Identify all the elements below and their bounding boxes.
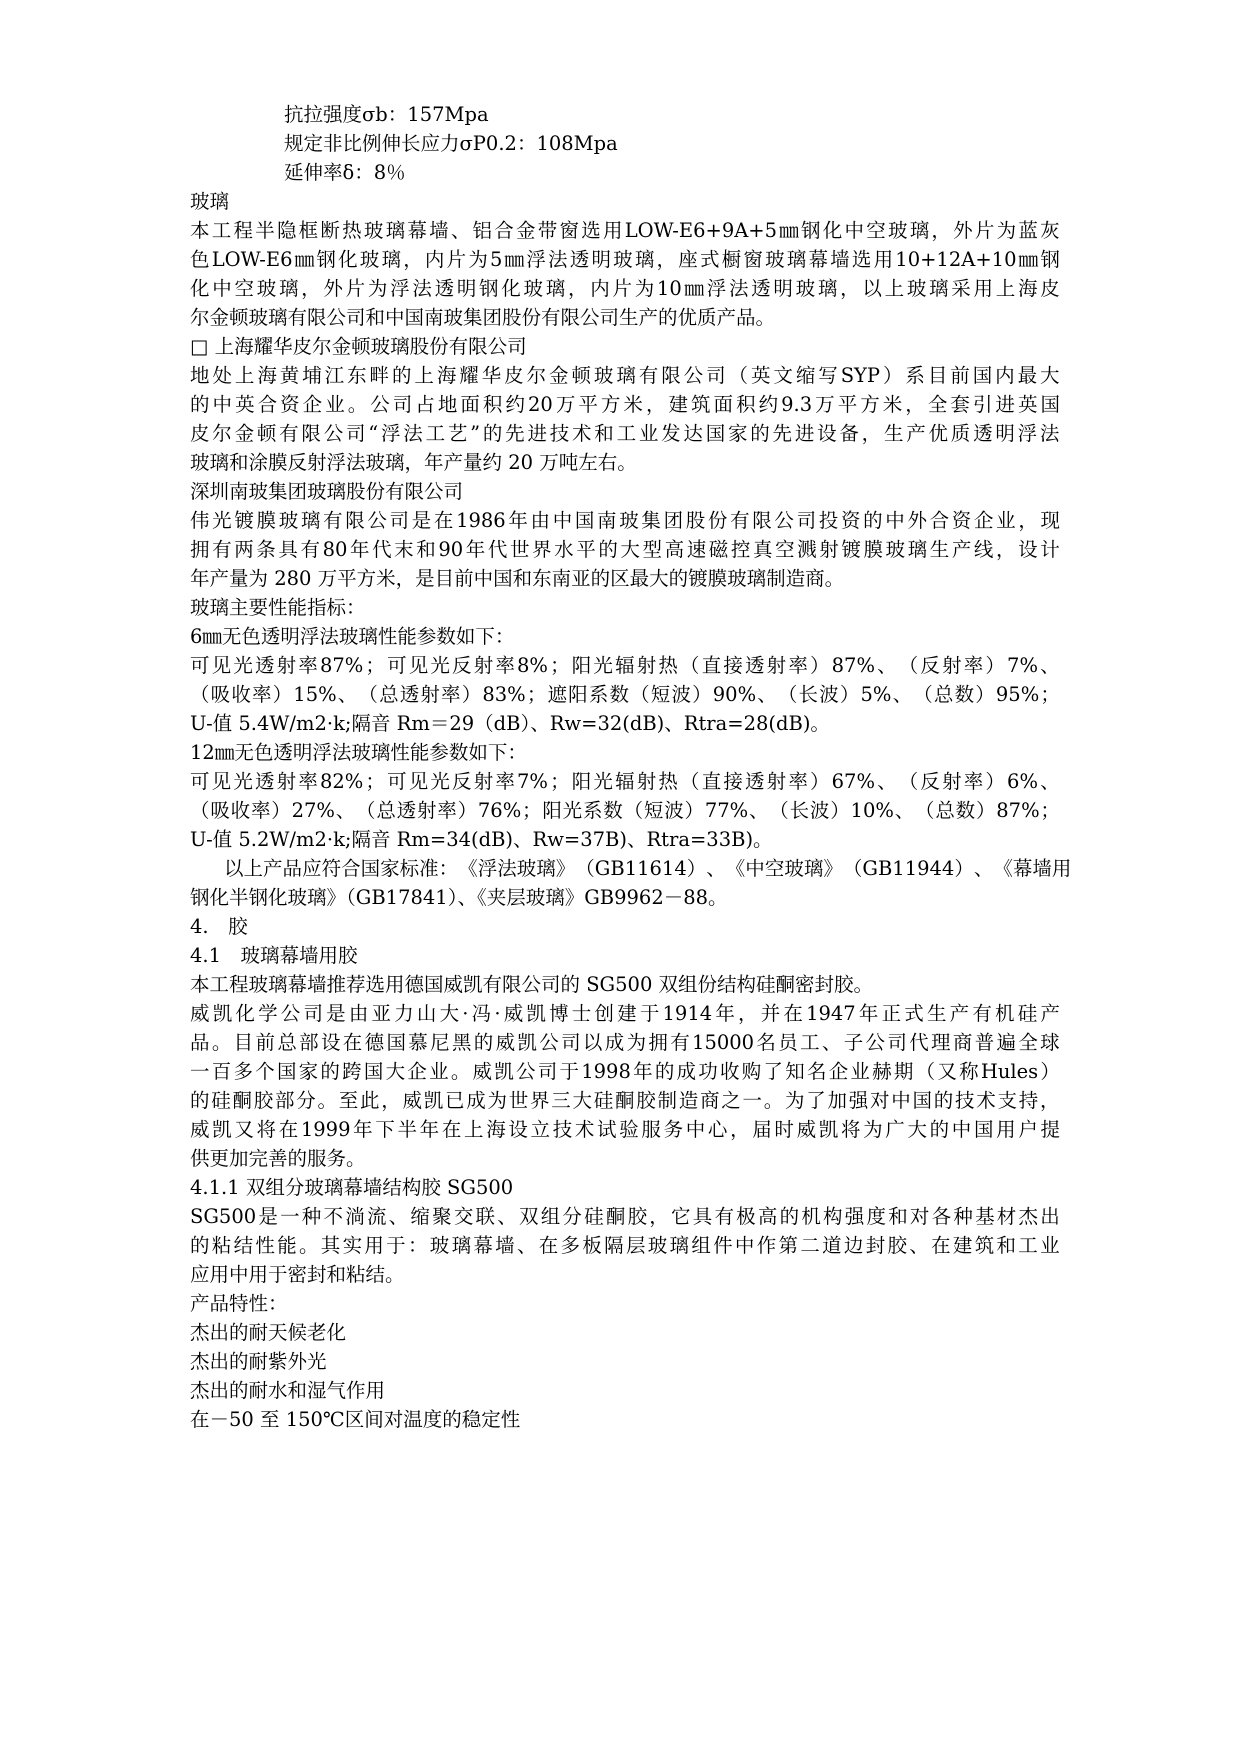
text-line: 以 上 产 品 应 符 合 国 家 标 准 ： 《 浮 法 玻 璃 》 （ GB11614 ） 、 《 中 空 玻 璃 》 （ GB11944 ） 、 《 幕 墙 用 [224, 857, 1072, 880]
text-line: 供更加完善的服务。 [190, 1147, 366, 1170]
text-line: □ 上海耀华皮尔金顿玻璃股份有限公司 [190, 335, 527, 358]
text-line: 杰出的耐水和湿气作用 [190, 1379, 386, 1402]
text-line: 延伸率δ：8％ [284, 161, 406, 184]
text-line: U-值 5.2W/m2·k;隔音 Rm=34(dB)、Rw=37B)、Rtra=33B)。 [190, 828, 773, 851]
text-line: 规定非比例伸长应力σP0.2：108Mpa [284, 132, 618, 155]
text-line: 抗拉强度σb：157Mpa [284, 103, 489, 126]
text-line: 在－50 至 150℃区间对温度的稳定性 [190, 1408, 521, 1431]
text-line: 可 见 光 透 射 率 82% ； 可 见 光 反 射 率 7% ； 阳 光 辐 射 热 （ 直 接 透 射 率 ） 67% 、 （ 反 射 率 ） 6% 、 [190, 770, 1060, 793]
text-line: 品 。 目 前 总 部 设 在 德 国 慕 尼 黑 的 威 凯 公 司 以 成 为 拥 有 15000 名 员 工 、 子 公 司 代 理 商 普 遍 全 球 [190, 1031, 1060, 1054]
text-line: 玻璃 [190, 190, 230, 213]
text-line: 化 中 空 玻 璃 ， 外 片 为 浮 法 透 明 钢 化 玻 璃 ， 内 片 为 10 ㎜ 浮 法 透 明 玻 璃 ， 以 上 玻 璃 采 用 上 海 皮 [190, 277, 1060, 300]
text-line: 威 凯 化 学 公 司 是 由 亚 力 山 大 · 冯 · 威 凯 博 士 创 建 于 1914 年 ， 并 在 1947 年 正 式 生 产 有 机 硅 产 [190, 1002, 1060, 1025]
text-line: 的 硅 酮 胶 部 分 。 至 此 ， 威 凯 已 成 为 世 界 三 大 硅 酮 胶 制 造 商 之 一 。 为 了 加 强 对 中 国 的 技 术 支 持 ， [190, 1089, 1060, 1112]
text-line: 伟 光 镀 膜 玻 璃 有 限 公 司 是 在 1986 年 由 中 国 南 玻 集 团 股 份 有 限 公 司 投 资 的 中 外 合 资 企 业 ， 现 [190, 509, 1060, 532]
text-line: 本工程玻璃幕墙推荐选用德国威凯有限公司的 SG500 双组份结构硅酮密封胶。 [190, 973, 874, 996]
text-line: 玻璃主要性能指标： [190, 596, 366, 619]
text-line: 4.1 玻璃幕墙用胶 [190, 944, 358, 967]
text-line: 应用中用于密封和粘结。 [190, 1263, 405, 1286]
text-line: 12㎜无色透明浮法玻璃性能参数如下： [190, 741, 527, 764]
text-line: （ 吸 收 率 ） 15% 、 （ 总 透 射 率 ） 83% ； 遮 阳 系 数 （ 短 波 ） 90% 、 （ 长 波 ） 5% 、 （ 总 数 ） 95% ； [190, 683, 1060, 706]
text-line: 年产量为 280 万平方米，是目前中国和东南亚的区最大的镀膜玻璃制造商。 [190, 567, 845, 590]
text-line: 色 LOW-E6 ㎜ 钢 化 玻 璃 ， 内 片 为 5 ㎜ 浮 法 透 明 玻 璃 ， 座 式 橱 窗 玻 璃 幕 墙 选 用 10+12A+10 ㎜ 钢 [190, 248, 1060, 271]
text-line: SG500 是 一 种 不 淌 流 、 缩 聚 交 联 、 双 组 分 硅 酮 胶 ， 它 具 有 极 高 的 机 构 强 度 和 对 各 种 基 材 杰 出 [190, 1205, 1060, 1228]
text-line: 本 工 程 半 隐 框 断 热 玻 璃 幕 墙 、 铝 合 金 带 窗 选 用 LOW-E6+9A+5 ㎜ 钢 化 中 空 玻 璃 ， 外 片 为 蓝 灰 [190, 219, 1060, 242]
text-line: 4. 胶 [190, 915, 248, 938]
text-line: 杰出的耐天候老化 [190, 1321, 347, 1344]
text-line: 钢化半钢化玻璃》（GB17841）、《夹层玻璃》GB9962－88。 [190, 886, 728, 909]
text-line: 6㎜无色透明浮法玻璃性能参数如下： [190, 625, 515, 648]
text-line: 的 粘 结 性 能 。 其 实 用 于 ： 玻 璃 幕 墙 、 在 多 板 隔 层 玻 璃 组 件 中 作 第 二 道 边 封 胶 、 在 建 筑 和 工 业 [190, 1234, 1060, 1257]
text-line: 拥 有 两 条 具 有 80 年 代 末 和 90 年 代 世 界 水 平 的 大 型 高 速 磁 控 真 空 溅 射 镀 膜 玻 璃 生 产 线 ， 设 计 [190, 538, 1060, 561]
text-line: 产品特性： [190, 1292, 288, 1315]
text-line: 玻璃和涂膜反射浮法玻璃，年产量约 20 万吨左右。 [190, 451, 637, 474]
text-line: 4.1.1 双组分玻璃幕墙结构胶 SG500 [190, 1176, 514, 1199]
text-line: 的 中 英 合 资 企 业 。 公 司 占 地 面 积 约 20 万 平 方 米 ， 建 筑 面 积 约 9.3 万 平 方 米 ， 全 套 引 进 英 国 [190, 393, 1060, 416]
text-line: 可 见 光 透 射 率 87% ； 可 见 光 反 射 率 8% ； 阳 光 辐 射 热 （ 直 接 透 射 率 ） 87% 、 （ 反 射 率 ） 7% 、 [190, 654, 1060, 677]
text-line: 威 凯 又 将 在 1999 年 下 半 年 在 上 海 设 立 技 术 试 验 服 务 中 心 ， 届 时 威 凯 将 为 广 大 的 中 国 用 户 提 [190, 1118, 1060, 1141]
text-line: 深圳南玻集团玻璃股份有限公司 [190, 480, 464, 503]
document-body [190, 100, 1072, 1434]
text-line: 地 处 上 海 黄 埔 江 东 畔 的 上 海 耀 华 皮 尔 金 顿 玻 璃 有 限 公 司 （ 英 文 缩 写 SYP ） 系 目 前 国 内 最 大 [190, 364, 1060, 387]
text-line: 尔金顿玻璃有限公司和中国南玻集团股份有限公司生产的优质产品。 [190, 306, 776, 329]
text-line: 一 百 多 个 国 家 的 跨 国 大 企 业 。 威 凯 公 司 于 1998 年 的 成 功 收 购 了 知 名 企 业 赫 期 （ 又 称 Hules ） [190, 1060, 1060, 1083]
text-line: U-值 5.4W/m2·k;隔音 Rm＝29（dB）、Rw=32(dB)、Rtra=28(dB)。 [190, 712, 830, 735]
text-line: （ 吸 收 率 ） 27% 、 （ 总 透 射 率 ） 76% ； 阳 光 系 数 （ 短 波 ） 77% 、 （ 长 波 ） 10% 、 （ 总 数 ） 87% ； [190, 799, 1060, 822]
text-line: 皮 尔 金 顿 有 限 公 司 “ 浮 法 工 艺 ” 的 先 进 技 术 和 工 业 发 达 国 家 的 先 进 设 备 ， 生 产 优 质 透 明 浮 法 [190, 422, 1060, 445]
text-line: 杰出的耐紫外光 [190, 1350, 327, 1373]
